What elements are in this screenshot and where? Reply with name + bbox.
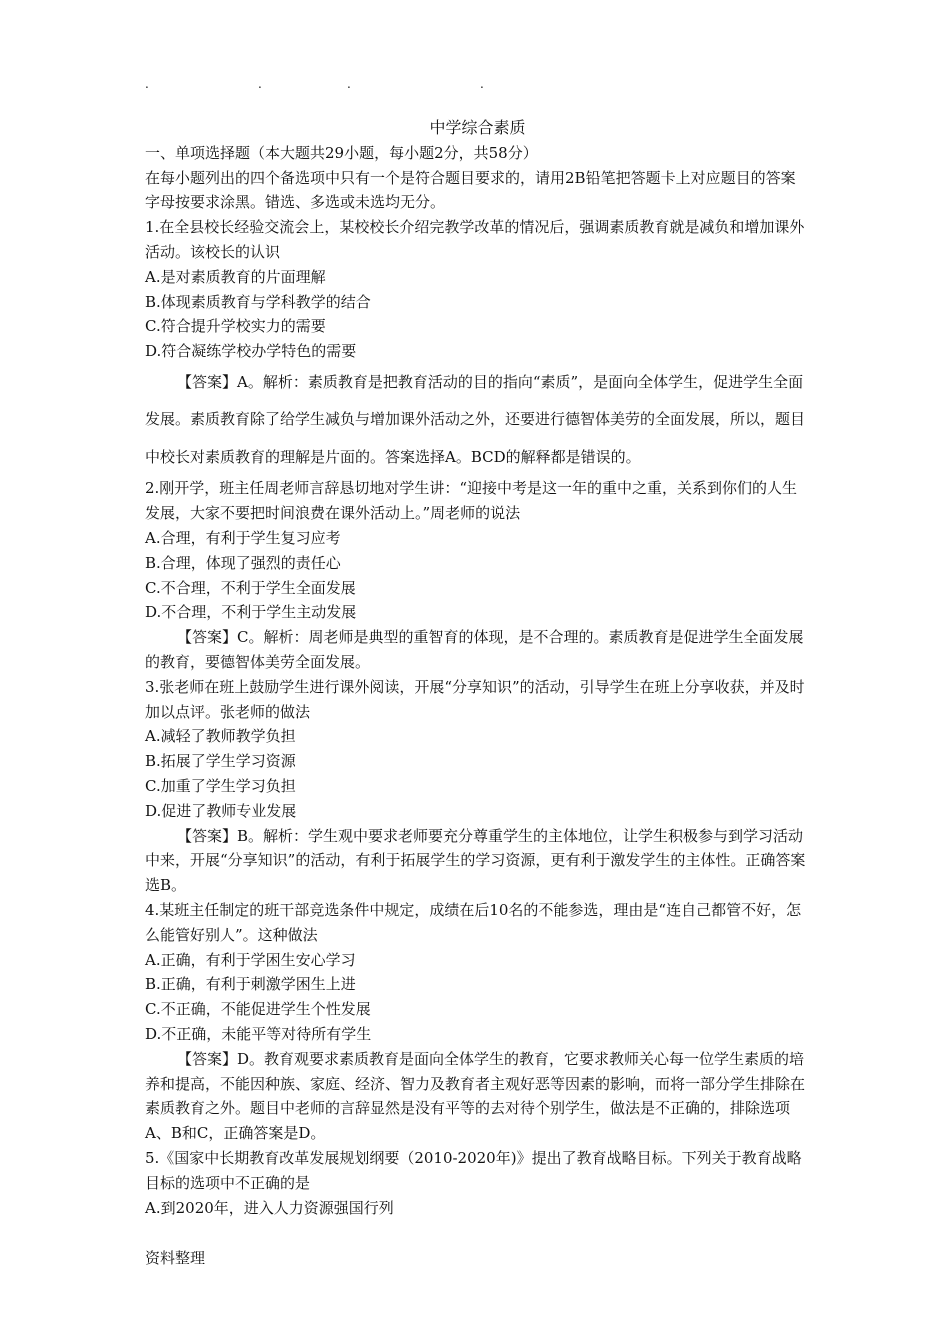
question-option: D.符合凝练学校办学特色的需要 xyxy=(145,342,357,361)
answer-explanation: 【答案】C。解析：周老师是典型的重智育的体现，是不合理的。素质教育是促进学生全面发展的教育，要德智体美劳全面发展。 xyxy=(145,628,804,672)
question-option: C.加重了学生学习负担 xyxy=(145,777,296,796)
question-option: D.不合理，不利于学生主动发展 xyxy=(145,603,357,622)
question-option: B.拓展了学生学习资源 xyxy=(145,752,296,771)
question-stem: 5.《国家中长期教育改革发展规划纲要（2010-2020年)》提出了教育战略目标。下列关于教育战略目标的选项中不正确的是 xyxy=(145,1148,802,1192)
answer-explanation: 【答案】D。教育观要求素质教育是面向全体学生的教育，它要求教师关心每一位学生素质的培养和提高，不能因种族、家庭、经济、智力及教育者主观好恶等因素的影响，而将一部分学生排除在素质教育之外。题目中老师的言辞显然是没有平等的去对待个别学生，做法是不正确的，排除选项A、B和C，正确答案是D。 xyxy=(145,1049,806,1143)
header-mark: . xyxy=(480,77,484,91)
question-option: A.正确，有利于学困生安心学习 xyxy=(145,950,356,969)
instructions: 在每小题列出的四个备选项中只有一个是符合题目要求的，请用2B铅笔把答题卡上对应题目的答案字母按要求涂黑。错选、多选或未选均无分。 xyxy=(145,168,796,212)
question-stem: 4.某班主任制定的班干部竞选条件中规定，成绩在后10名的不能参选，理由是“连自己都管不好，怎么能管好别人”。这种做法 xyxy=(145,901,802,944)
question-option: A.合理，有利于学生复习应考 xyxy=(145,529,341,548)
header-mark: . xyxy=(145,77,149,91)
document-body xyxy=(145,116,810,1220)
question-stem: 2.刚开学，班主任周老师言辞恳切地对学生讲：“迎接中考是这一年的重中之重，关系到你们的人生发展，大家不要把时间浪费在课外活动上。”周老师的说法 xyxy=(145,479,797,523)
answer-explanation: 【答案】B。解析：学生观中要求老师要充分尊重学生的主体地位，让学生积极参与到学习活动中来，开展“分享知识”的活动，有利于拓展学生的学习资源，更有利于激发学生的主体性。正确答案选B。 xyxy=(145,826,806,895)
question-option: A.到2020年，进入人力资源强国行列 xyxy=(145,1198,394,1217)
section-heading: 一、单项选择题（本大题共29小题，每小题2分，共58分） xyxy=(145,143,538,162)
question-option: A.减轻了教师教学负担 xyxy=(145,727,296,746)
document-title: 中学综合素质 xyxy=(429,118,526,137)
question-stem: 3.张老师在班上鼓励学生进行课外阅读，开展“分享知识”的活动，引导学生在班上分享收获，并及时加以点评。张老师的做法 xyxy=(145,677,805,721)
question-option: B.正确，有利于刺激学困生上进 xyxy=(145,975,356,994)
question-option: D.不正确，未能平等对待所有学生 xyxy=(145,1025,372,1043)
question-option: B.合理，体现了强烈的责任心 xyxy=(145,553,341,572)
page-footer: 资料整理 xyxy=(145,1249,206,1267)
question-option: D.促进了教师专业发展 xyxy=(145,801,297,820)
header-marks xyxy=(145,76,485,92)
question-option: A.是对素质教育的片面理解 xyxy=(145,267,326,286)
question-option: C.符合提升学校实力的需要 xyxy=(145,317,326,336)
question-option: C.不合理，不利于学生全面发展 xyxy=(145,578,356,597)
question-option: C.不正确，不能促进学生个性发展 xyxy=(145,1000,371,1019)
question-stem: 1.在全县校长经验交流会上，某校校长介绍完教学改革的情况后，强调素质教育就是减负和增加课外活动。该校长的认识 xyxy=(145,218,805,261)
question-option: B.体现素质教育与学科教学的结合 xyxy=(145,292,371,311)
header-mark: . xyxy=(258,77,262,91)
answer-explanation: 【答案】A。解析：素质教育是把教育活动的目的指向“素质”，是面向全体学生，促进学生全面发展。素质教育除了给学生减负与增加课外活动之外，还要进行德智体美劳的全面发展，所以，题目中校长对素质教育的理解是片面的。答案选择A。BCD的解释都是错误的。 xyxy=(145,372,806,466)
header-mark: . xyxy=(347,77,351,91)
